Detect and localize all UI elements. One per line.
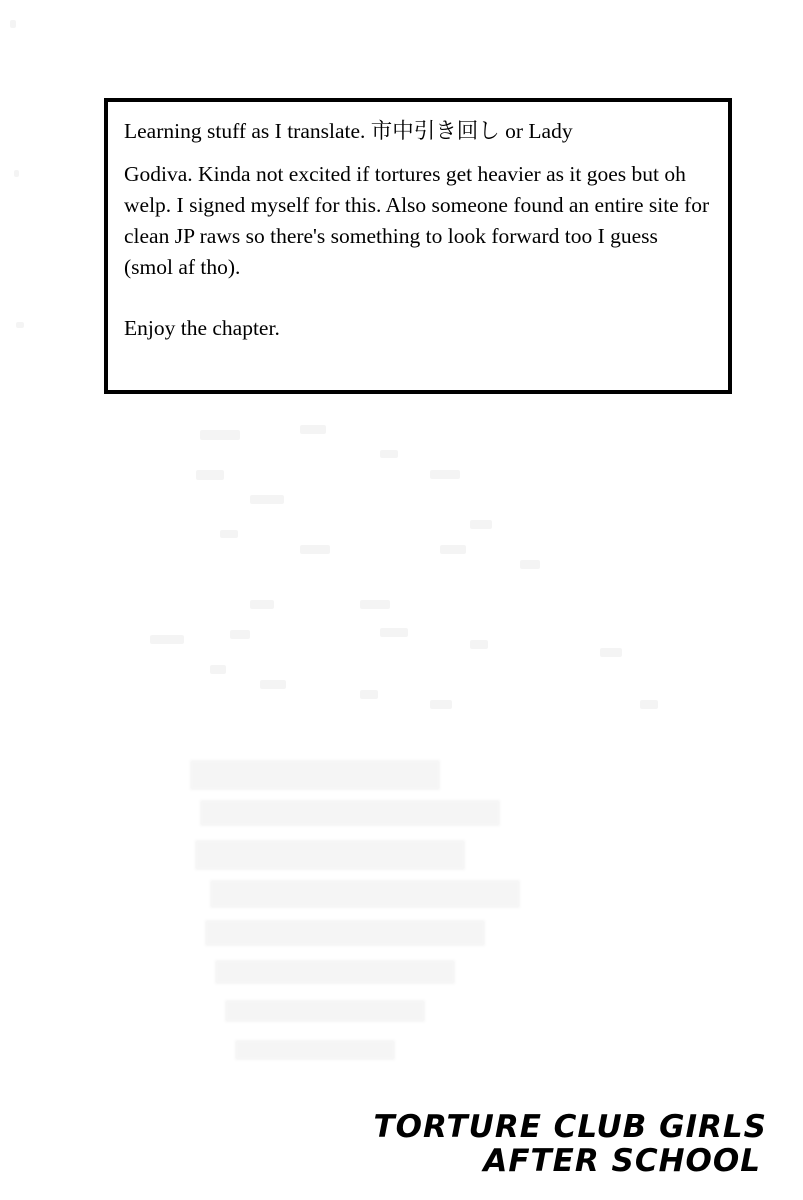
note-paragraph-closing: Enjoy the chapter. — [124, 316, 280, 340]
note-paragraph-intro: Learning stuff as I translate. 市中引き回し or Lady — [124, 119, 573, 143]
series-title-line-2: AFTER SCHOOL — [483, 1142, 761, 1179]
series-title-line-1: TORTURE CLUB GIRLS — [373, 1109, 767, 1146]
note-paragraph-body: Godiva. Kinda not excited if tortures get heavier as it goes but oh welp. I signed myself for this. Also someone found an entire site for clean JP raws so there's something to look forward too I guess (smol af tho). — [124, 162, 710, 279]
translator-note-box — [104, 98, 732, 394]
series-title — [347, 1111, 767, 1178]
